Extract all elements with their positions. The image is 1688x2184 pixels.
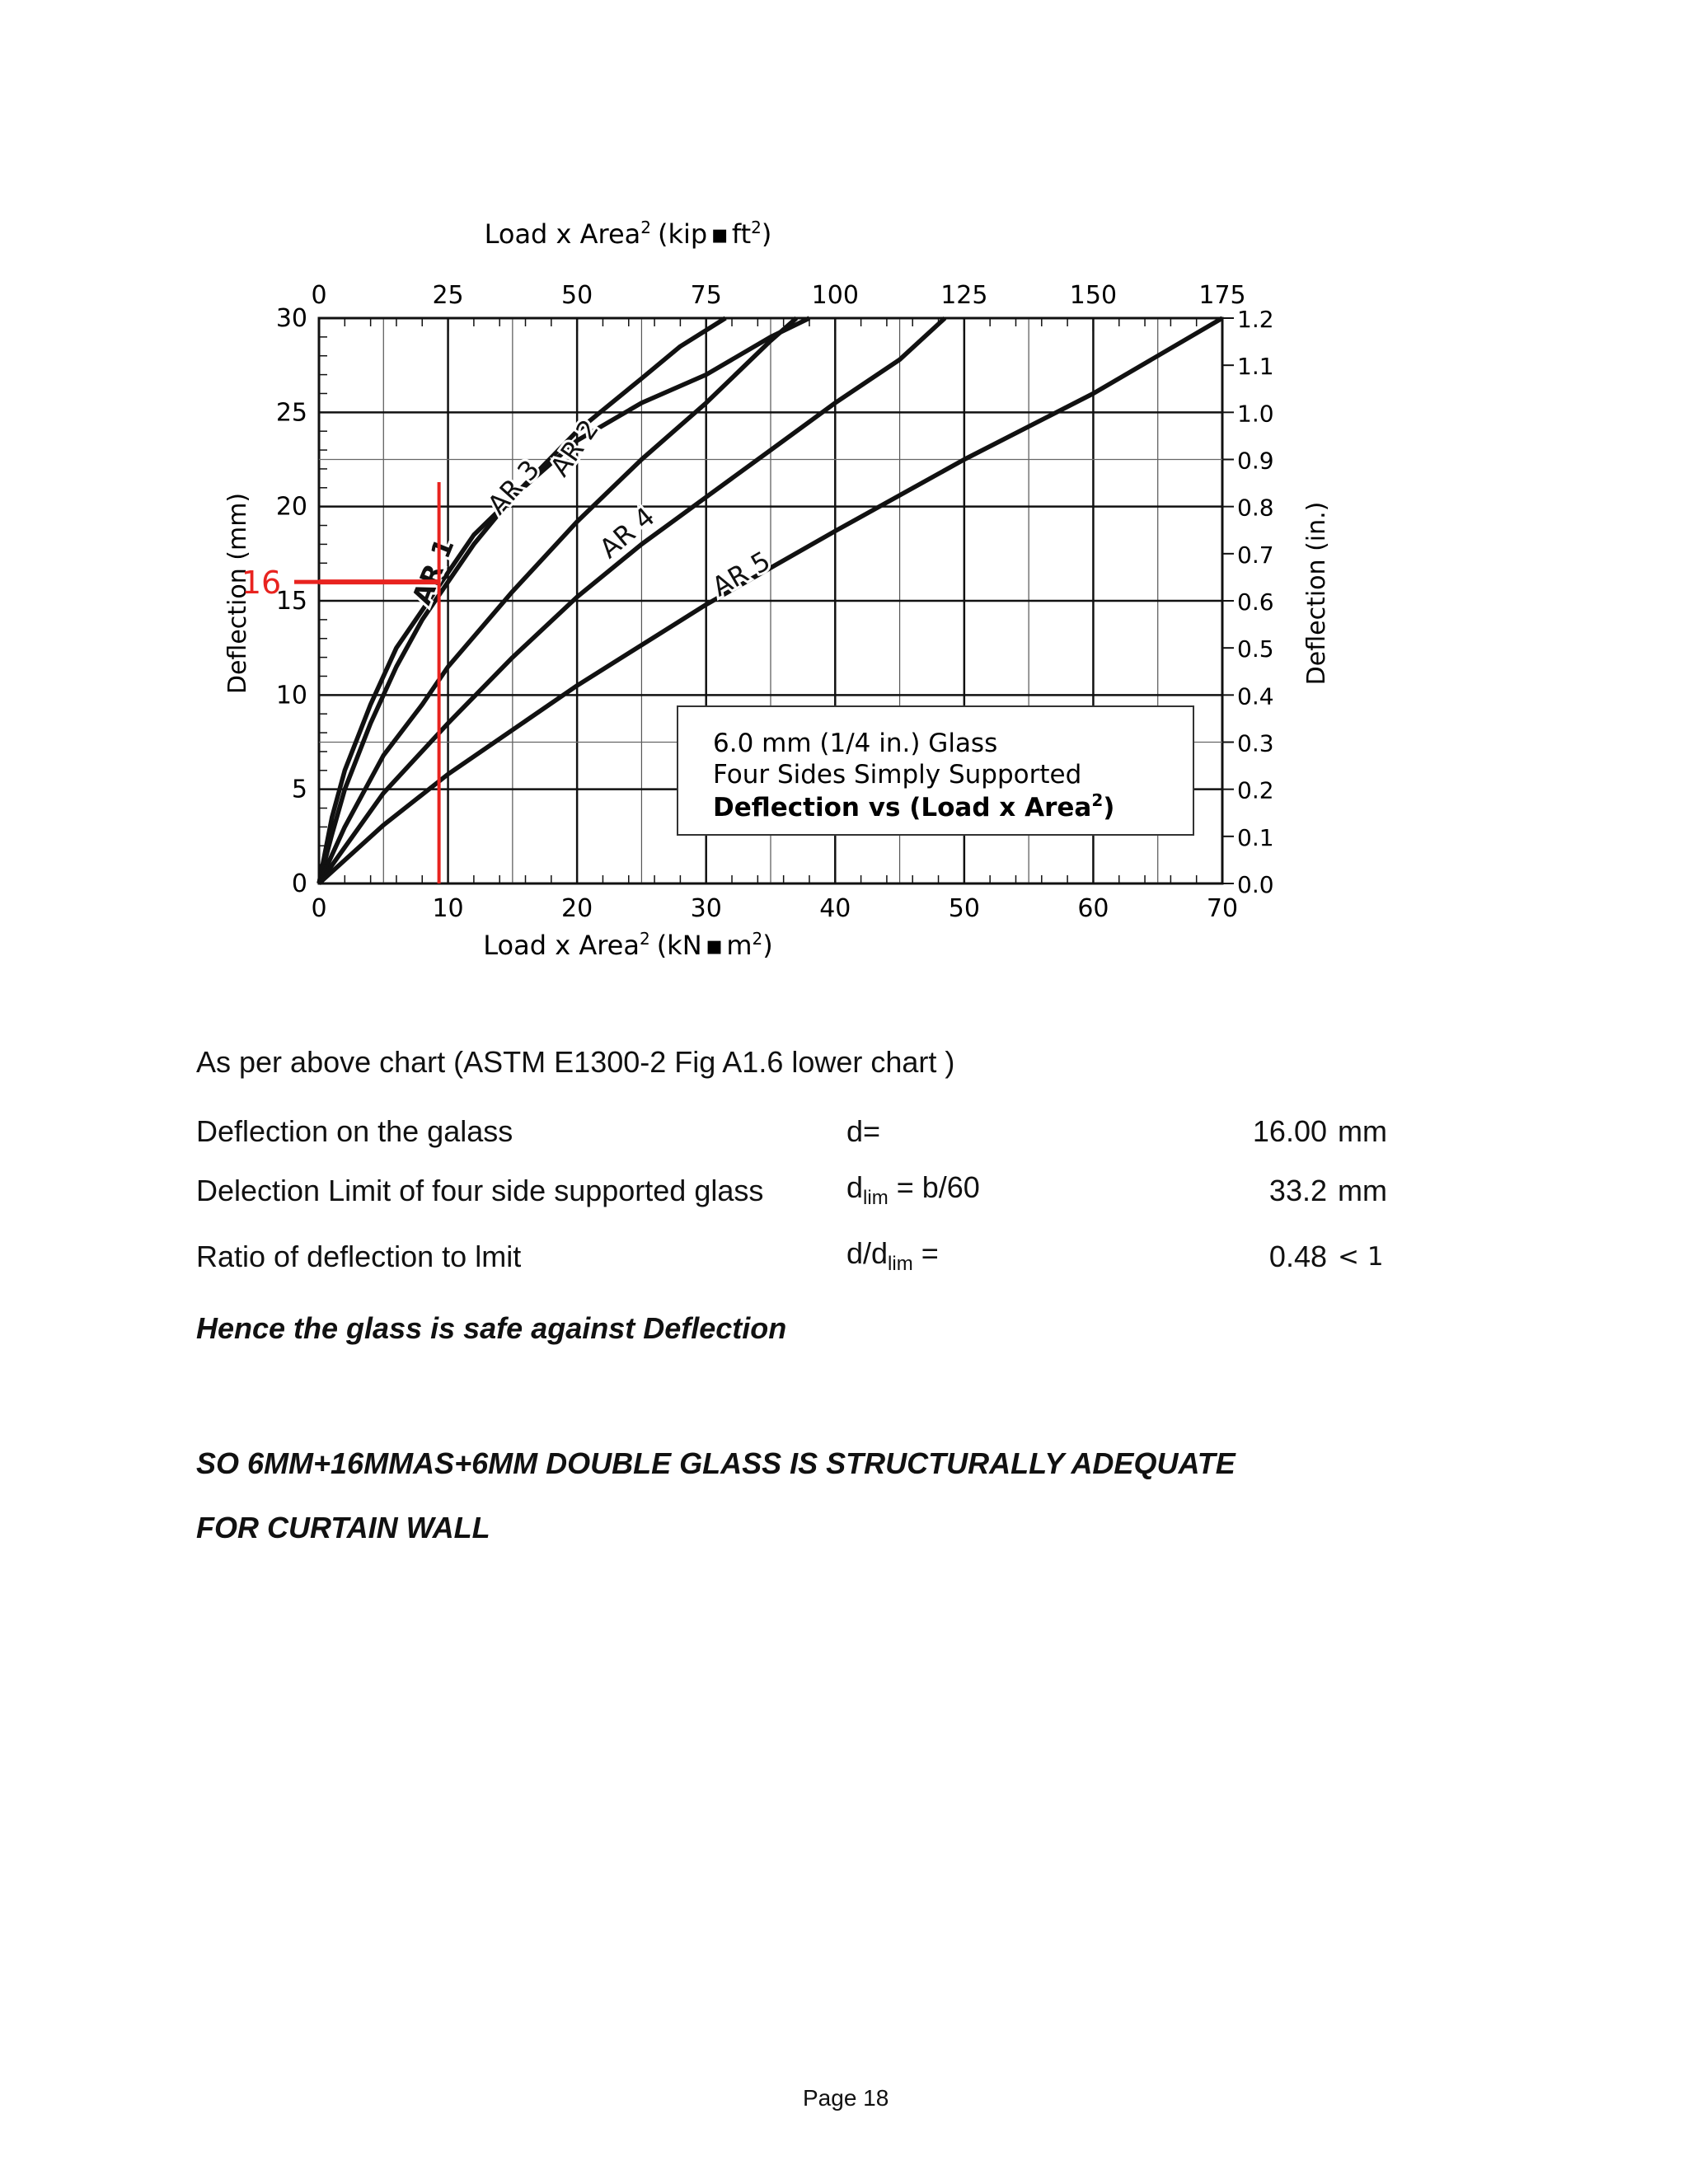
final-statement-line-1: SO 6MM+16MMAS+6MM DOUBLE GLASS IS STRUCTURALLY ADEQUATE bbox=[196, 1446, 1236, 1480]
final-statement-line-2: FOR CURTAIN WALL bbox=[196, 1511, 490, 1544]
x-tick-label: 40 bbox=[819, 894, 851, 923]
x-tick-label: 30 bbox=[690, 894, 722, 923]
x-top-tick-label: 100 bbox=[811, 281, 859, 310]
y-right-tick-label: 0.7 bbox=[1237, 541, 1274, 569]
row-unit: < 1 bbox=[1338, 1242, 1384, 1272]
y-right-tick-label: 0.1 bbox=[1237, 823, 1274, 851]
deflection-annotation bbox=[241, 482, 439, 883]
row-unit: mm bbox=[1338, 1114, 1387, 1148]
bottom-axis-title: Load x Area$^2$ (kN ▪ $m^2$) bbox=[483, 929, 773, 961]
x-top-tick-label: 25 bbox=[432, 281, 464, 310]
y-right-tick-label: 1.0 bbox=[1237, 400, 1274, 428]
row-label: Deflection on the galass bbox=[196, 1114, 513, 1148]
left-axis-title: Deflection (mm) bbox=[223, 492, 252, 695]
annotation-value: 16 bbox=[241, 565, 282, 601]
y-right-tick-label: 0.2 bbox=[1237, 776, 1274, 804]
right-axis-title: Deflection (in.) bbox=[1302, 501, 1331, 686]
curve-label: AR 4 bbox=[593, 500, 661, 565]
x-top-tick-label: 75 bbox=[690, 281, 722, 310]
y-tick-label: 0 bbox=[291, 869, 307, 898]
x-top-tick-label: 50 bbox=[561, 281, 593, 310]
curve-label: AR 5 bbox=[706, 545, 776, 603]
row-value: 16.00 bbox=[1252, 1114, 1327, 1148]
y-right-tick-label: 0.9 bbox=[1237, 447, 1274, 475]
curve-label: AR 3 bbox=[481, 453, 546, 521]
curve-label: AR 1 bbox=[406, 533, 461, 609]
x-top-tick-label: 150 bbox=[1069, 281, 1118, 310]
legend-line-3: Deflection vs (Load x Area$^2$) bbox=[713, 790, 1115, 823]
row-unit: mm bbox=[1338, 1174, 1387, 1207]
page-number: Page 18 bbox=[803, 2085, 889, 2111]
x-tick-label: 70 bbox=[1206, 894, 1239, 923]
chart-legend-box bbox=[678, 706, 1193, 835]
x-tick-label: 0 bbox=[311, 894, 327, 923]
y-right-tick-label: 0.6 bbox=[1237, 588, 1274, 616]
top-axis-title: Load x Area$^2$ (kip ▪ $ft^2$) bbox=[484, 218, 772, 250]
row-value: 0.48 bbox=[1268, 1240, 1327, 1273]
deflection-chart bbox=[206, 206, 1360, 981]
x-tick-label: 60 bbox=[1077, 894, 1109, 923]
row-symbol: d= bbox=[846, 1114, 881, 1148]
x-tick-label: 50 bbox=[948, 894, 980, 923]
row-value: 33.2 bbox=[1268, 1174, 1327, 1207]
legend-line-1: 6.0 mm (1/4 in.) Glass bbox=[713, 729, 998, 758]
x-tick-label: 10 bbox=[432, 894, 464, 923]
chart-reference-text: As per above chart (ASTM E1300-2 Fig A1.6 lower chart ) bbox=[196, 1045, 955, 1079]
y-right-tick-label: 1.1 bbox=[1237, 353, 1274, 381]
row-symbol: $d_{lim} = b/60$ bbox=[846, 1170, 980, 1210]
y-tick-label: 5 bbox=[291, 775, 307, 804]
y-right-tick-label: 0.8 bbox=[1237, 494, 1274, 522]
row-label: Ratio of deflection to lmit bbox=[196, 1240, 522, 1273]
y-tick-label: 25 bbox=[275, 398, 307, 428]
x-top-tick-label: 125 bbox=[940, 281, 988, 310]
y-right-tick-label: 0.3 bbox=[1237, 729, 1274, 757]
y-tick-label: 20 bbox=[275, 492, 307, 522]
x-top-tick-label: 0 bbox=[311, 281, 327, 310]
y-tick-label: 30 bbox=[275, 304, 307, 333]
curve-label: AR 2 bbox=[543, 414, 605, 482]
x-top-tick-label: 175 bbox=[1198, 281, 1246, 310]
y-right-tick-label: 0.4 bbox=[1237, 682, 1274, 710]
y-right-tick-label: 1.2 bbox=[1237, 306, 1274, 333]
y-right-tick-label: 0.5 bbox=[1237, 635, 1274, 663]
y-tick-label: 10 bbox=[275, 681, 307, 710]
conclusion-text: Hence the glass is safe against Deflection bbox=[196, 1311, 787, 1345]
y-tick-label: 15 bbox=[275, 587, 307, 616]
legend-line-2: Four Sides Simply Supported bbox=[713, 760, 1082, 790]
y-right-tick-label: 0.0 bbox=[1237, 871, 1274, 898]
row-symbol: $d/d_{lim}$ = bbox=[846, 1236, 939, 1276]
row-label: Delection Limit of four side supported glass bbox=[196, 1174, 764, 1207]
x-tick-label: 20 bbox=[561, 894, 593, 923]
